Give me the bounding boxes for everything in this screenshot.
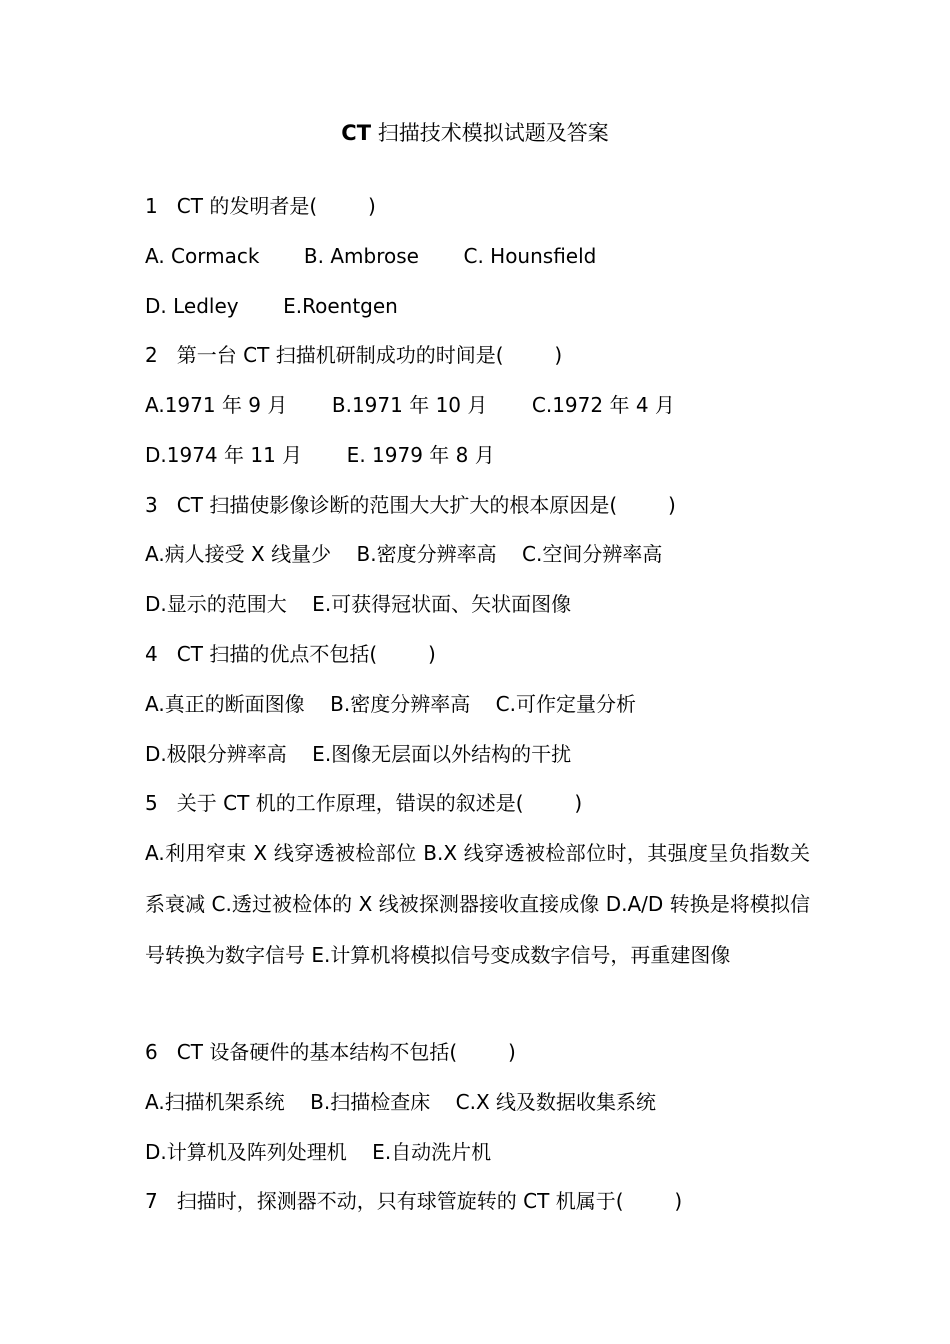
question-1-options-a-c: A. Cormack B. Ambrose C. Hounsfield	[145, 244, 597, 268]
question-1-options-d-e: D. Ledley E.Roentgen	[145, 294, 398, 318]
title-text: 扫描技术模拟试题及答案	[371, 121, 609, 145]
question-4-options-a-c: A.真正的断面图像 B.密度分辨率高 C.可作定量分析	[145, 692, 636, 716]
question-6-options-a-c: A.扫描机架系统 B.扫描检查床 C.X 线及数据收集系统	[145, 1090, 657, 1114]
question-6: 6 CT 设备硬件的基本结构不包括( )	[145, 1040, 516, 1064]
question-4-options-d-e: D.极限分辨率高 E.图像无层面以外结构的干扰	[145, 742, 572, 766]
question-3-options-d-e: D.显示的范围大 E.可获得冠状面、矢状面图像	[145, 592, 572, 616]
question-4: 4 CT 扫描的优点不包括( )	[145, 642, 436, 666]
title-ct: CT	[341, 121, 372, 145]
question-2-options-d-e: D.1974 年 11 月 E. 1979 年 8 月	[145, 443, 495, 467]
question-3-options-a-c: A.病人接受 X 线量少 B.密度分辨率高 C.空间分辨率高	[145, 542, 663, 566]
question-2: 2 第一台 CT 扫描机研制成功的时间是( )	[145, 343, 563, 367]
question-7: 7 扫描时，探测器不动，只有球管旋转的 CT 机属于( )	[145, 1189, 683, 1213]
document-title	[0, 118, 950, 148]
question-5-options: A.利用窄束 X 线穿透被检部位 B.X 线穿透被检部位时，其强度呈负指数关系衰减 C.透过被检体的 X 线被探测器接收直接成像 D.A/D 转换是将模拟信号转换为数字信号 E.计算机将模拟信号变成数字信号，再重建图像	[145, 841, 810, 967]
question-1: 1 CT 的发明者是( )	[145, 194, 376, 218]
question-2-options-a-c: A.1971 年 9 月 B.1971 年 10 月 C.1972 年 4 月	[145, 393, 675, 417]
question-6-options-d-e: D.计算机及阵列处理机 E.自动洗片机	[145, 1140, 492, 1164]
question-3: 3 CT 扫描使影像诊断的范围大大扩大的根本原因是( )	[145, 493, 676, 517]
question-5: 5 关于 CT 机的工作原理，错误的叙述是( )	[145, 791, 583, 815]
